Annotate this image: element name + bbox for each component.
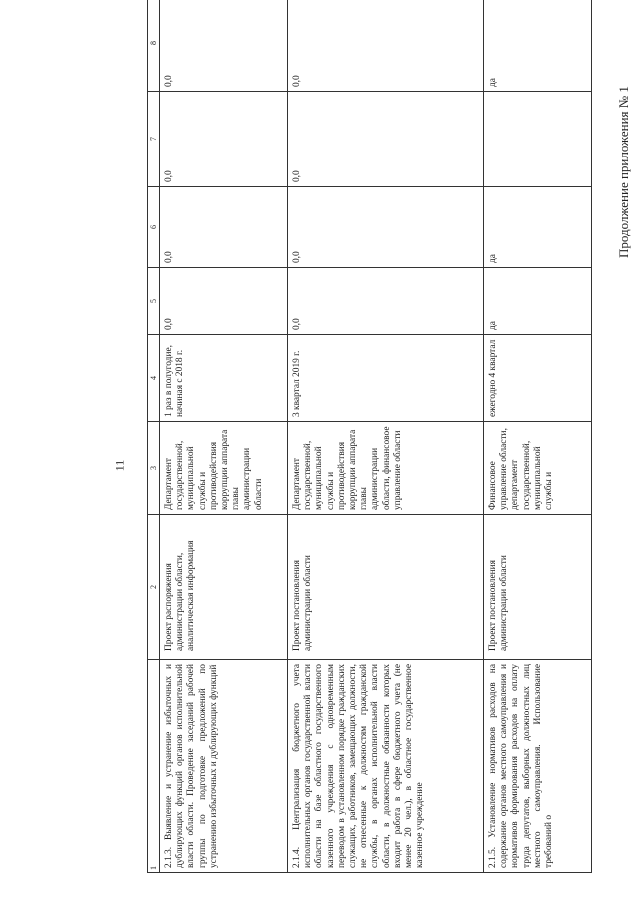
column-header: 6 (148, 187, 160, 268)
value-col6: 0,0 (288, 187, 484, 268)
document-type: Проект распоряжения администрации области, аналитическая информация (160, 515, 288, 660)
column-header: 8 (148, 0, 160, 92)
table-header-row (148, 0, 160, 873)
appendix-label: Продолжение приложения № 1 (616, 86, 631, 258)
value-col5: 0,0 (288, 268, 484, 335)
value-col8: 0,0 (160, 0, 288, 92)
deadline: ежегодно 4 квартал (484, 335, 592, 422)
value-col5: 0,0 (160, 268, 288, 335)
column-header: 1 (148, 660, 160, 873)
value-col6: да (484, 187, 592, 268)
document-type: Проект постановления администрации области (288, 515, 484, 660)
value-col7 (484, 92, 592, 187)
table-row (288, 0, 484, 873)
document-type: Проект постановления администрации области (484, 515, 592, 660)
column-header: 5 (148, 268, 160, 335)
table-row (160, 0, 288, 873)
measure-description: 2.1.4. Централизация бюджетного учета исполнительных органов государственной власти области на базе областного государственного казенного учреждения с одновременным переводом в установленном порядке гражданских служащих, работников, замещающих должности, не отнесенные к должностям гражданской службы, в органах исполнительной власти области, в должностные обязанности которых входит работа в сфере бюджетного учета (не менее 20 чел.), в областное государственное казенное учреждение (288, 660, 484, 873)
rotated-table-container (147, 35, 592, 873)
value-col5: да (484, 268, 592, 335)
responsible-executor: Департамент государственной, муниципальной службы и противодействия коррупции аппарата главы администрации области (160, 422, 288, 515)
value-col8: да (484, 0, 592, 92)
column-header: 3 (148, 422, 160, 515)
responsible-executor: Финансовое управление области, департамент государственной, муниципальной службы и (484, 422, 592, 515)
value-col7: 0,0 (160, 92, 288, 187)
deadline: 1 раз в полугодие, начиная с 2018 г. (160, 335, 288, 422)
measure-description: 2.1.5. Установление нормативов расходов на содержание органов местного самоуправления и нормативов формирования расходов на оплату труда депутатов, выборных должностных лиц местного самоуправления. Использование требований о (484, 660, 592, 873)
column-header: 7 (148, 92, 160, 187)
column-header: 4 (148, 335, 160, 422)
value-col8: 0,0 (288, 0, 484, 92)
page-number: 11 (112, 459, 127, 472)
deadline: 3 квартал 2019 г. (288, 335, 484, 422)
measure-description: 2.1.3. Выявление и устранение избыточных и дублирующих функций органов исполнительной власти области. Проведение заседаний рабочей группы по подготовке предложений по устранению избыточных и дублирующих функций (160, 660, 288, 873)
value-col6: 0,0 (160, 187, 288, 268)
table-row (484, 0, 592, 873)
measures-table (147, 0, 592, 873)
column-header: 2 (148, 515, 160, 660)
responsible-executor: Департамент государственной, муниципальной службы и противодействия коррупции аппарата главы администрации области, финансовое управление области (288, 422, 484, 515)
value-col7: 0,0 (288, 92, 484, 187)
